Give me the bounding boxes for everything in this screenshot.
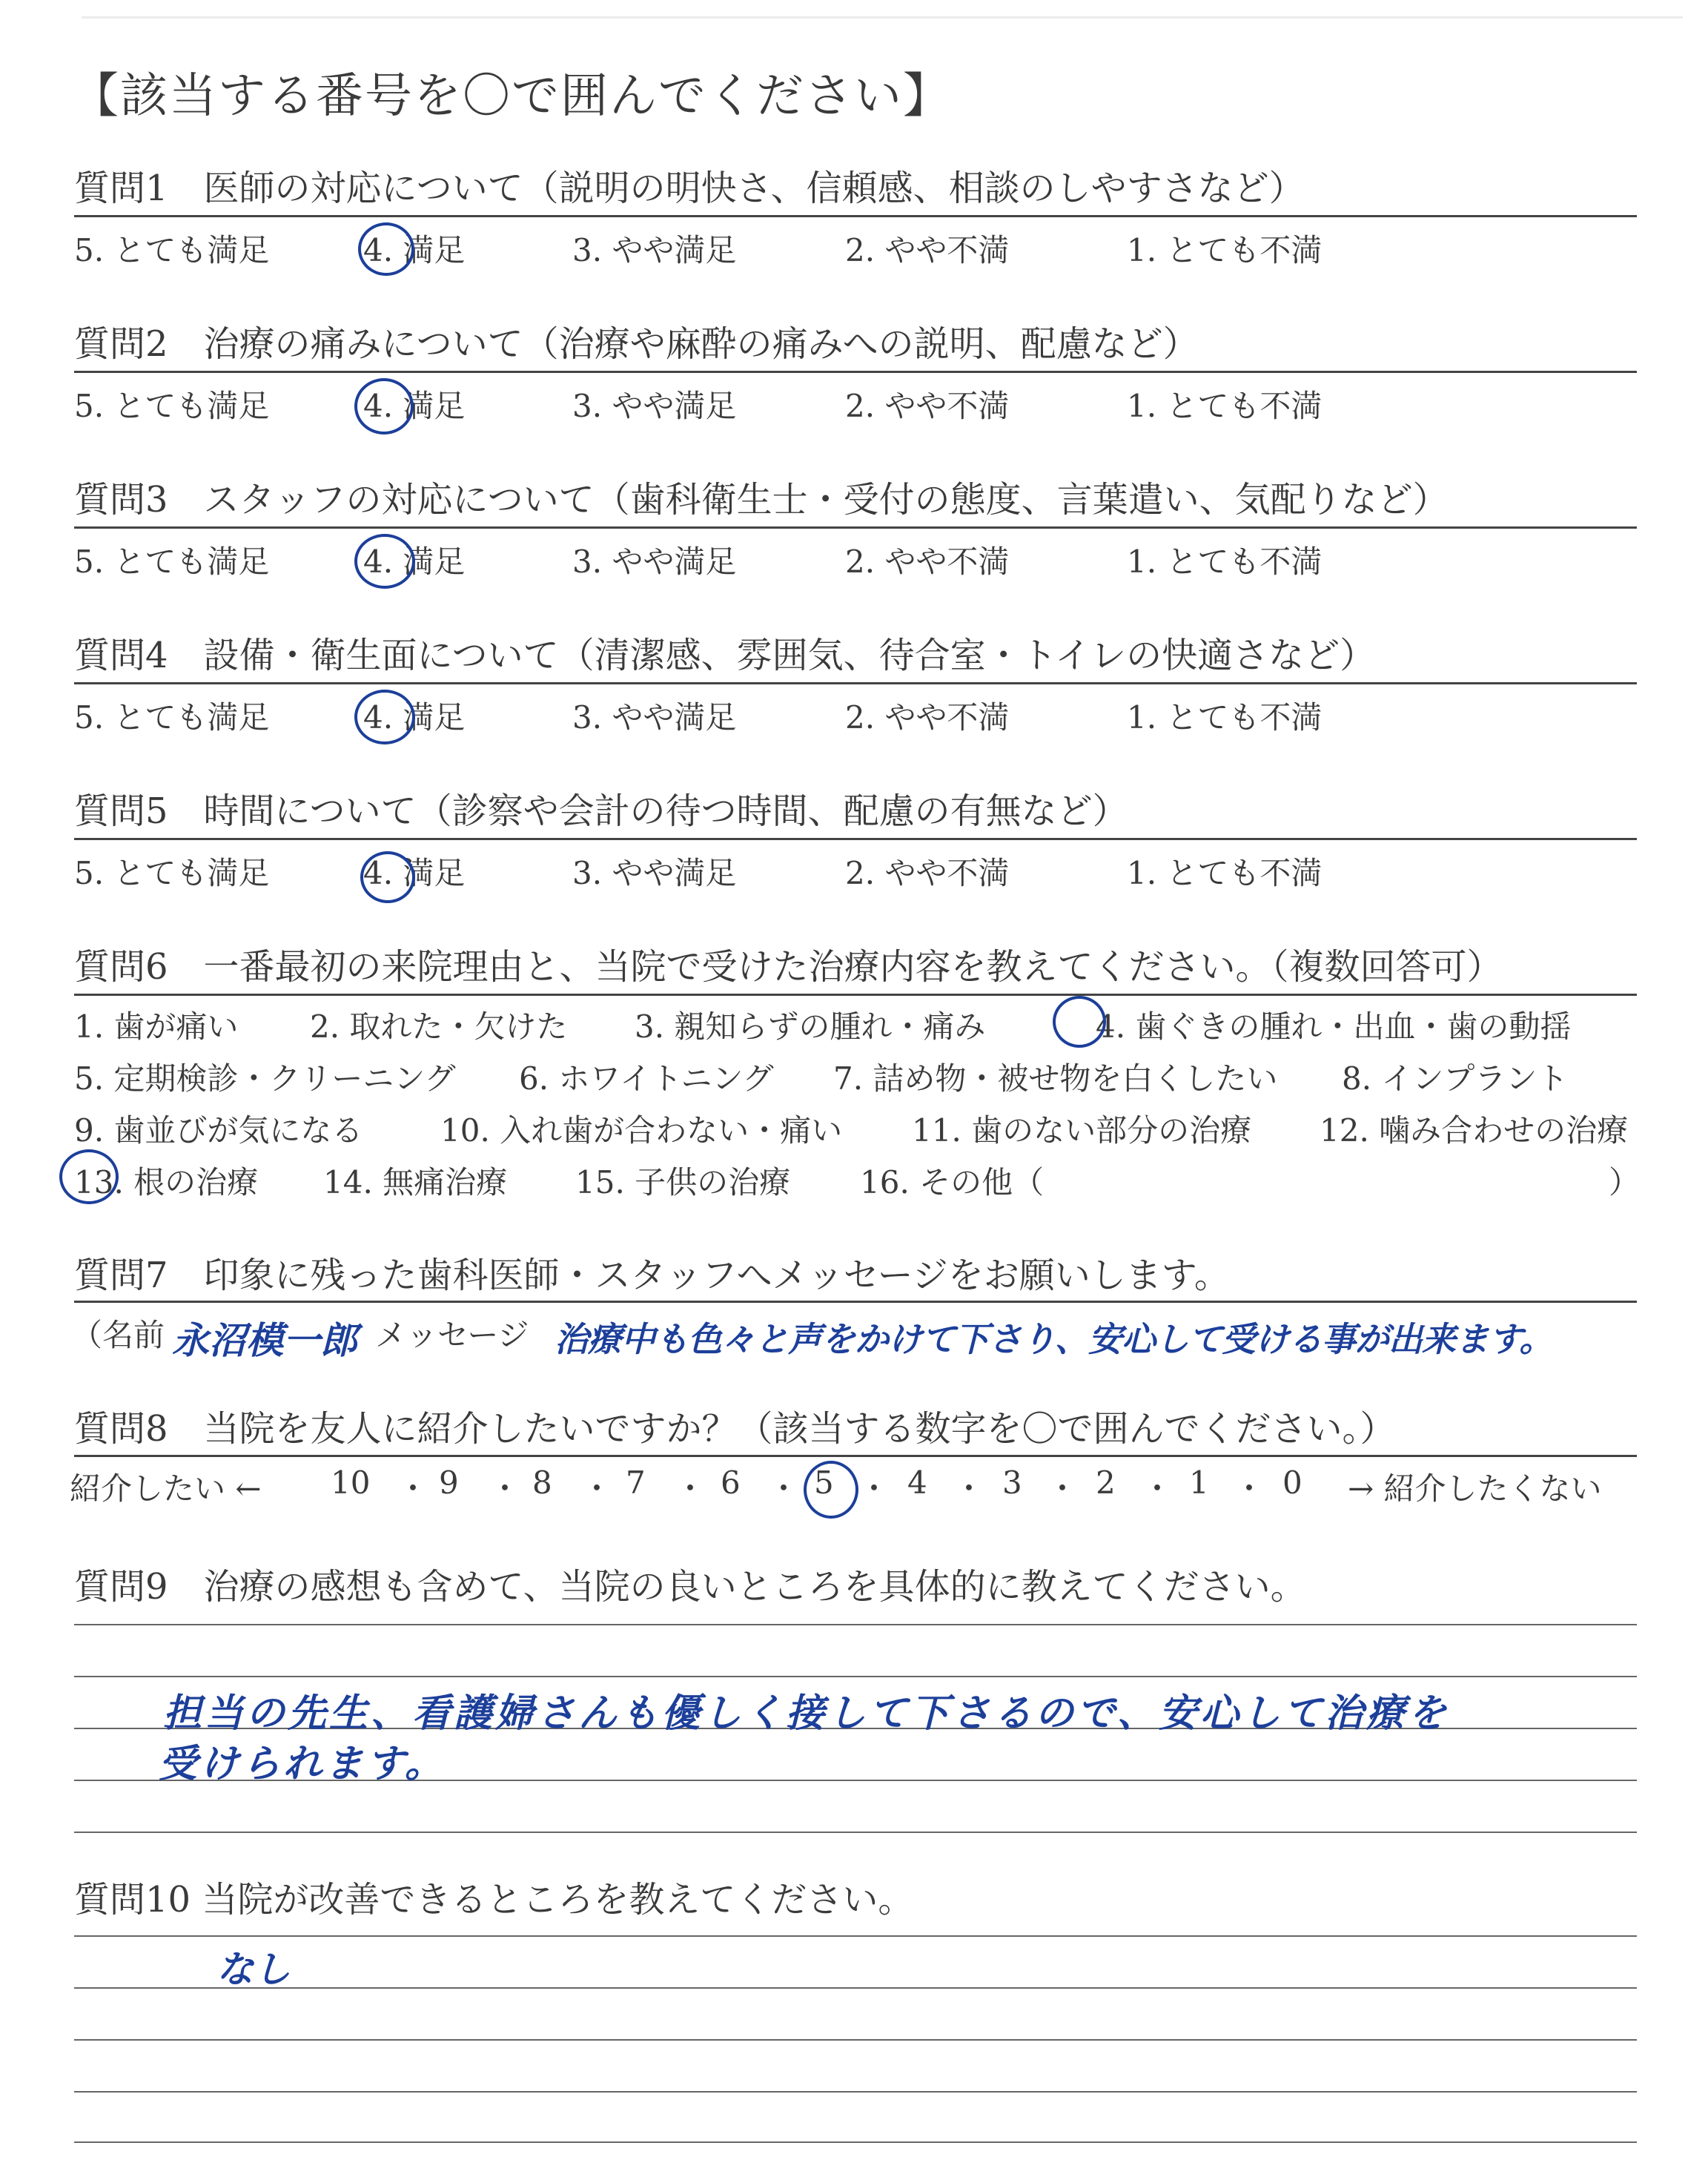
q4-option-1[interactable]: 1. とても不満 xyxy=(1127,699,1323,736)
q8-score-6[interactable]: 6 xyxy=(721,1464,741,1501)
q5-option-3[interactable]: 3. やや満足 xyxy=(572,855,737,891)
q8-score-1[interactable]: 1 xyxy=(1189,1464,1209,1501)
q8-score-8[interactable]: 8 xyxy=(532,1464,552,1501)
question-7-rule xyxy=(74,1301,1637,1303)
q4-option-4[interactable]: 4. 満足 xyxy=(363,699,466,736)
q10-answer[interactable]: なし xyxy=(216,1948,291,1991)
q9-writing-line xyxy=(74,1624,1637,1625)
q6-option-13[interactable]: 13. 根の治療 xyxy=(74,1164,259,1200)
q6-option-10[interactable]: 10. 入れ歯が合わない・痛い xyxy=(440,1112,843,1149)
q9-answer-line-1[interactable]: 担当の先生、看護婦さんも優しく接して下さるので、安心して治療を xyxy=(163,1691,1449,1736)
q4-answer-circle xyxy=(354,690,415,744)
q6-option-12[interactable]: 12. 噛み合わせの治療 xyxy=(1320,1112,1629,1149)
q8-score-2[interactable]: 2 xyxy=(1096,1464,1116,1501)
q1-option-3[interactable]: 3. やや満足 xyxy=(572,232,737,268)
q8-score-9[interactable]: 9 xyxy=(439,1464,459,1501)
q8-dot: ・ xyxy=(858,1470,890,1507)
q8-dot: ・ xyxy=(489,1470,521,1507)
question-3-heading: 質問3 スタッフの対応について（歯科衛生士・受付の態度、言葉遣い、気配りなど） xyxy=(74,479,1449,521)
question-8-rule xyxy=(74,1455,1637,1457)
q6-option-7[interactable]: 7. 詰め物・被せ物を白くしたい xyxy=(833,1060,1278,1097)
q1-option-2[interactable]: 2. やや不満 xyxy=(845,232,1010,268)
q1-answer-circle xyxy=(358,222,414,276)
q3-option-1[interactable]: 1. とても不満 xyxy=(1127,544,1323,580)
q6-option-6[interactable]: 6. ホワイトニング xyxy=(519,1060,774,1097)
question-6-heading: 質問6 一番最初の来院理由と、当院で受けた治療内容を教えてください。（複数回答可） xyxy=(74,946,1503,988)
q4-option-5[interactable]: 5. とても満足 xyxy=(74,699,270,736)
q10-writing-line xyxy=(74,1987,1637,1989)
q3-option-3[interactable]: 3. やや満足 xyxy=(572,544,737,580)
q2-option-2[interactable]: 2. やや不満 xyxy=(845,388,1010,424)
q10-writing-line xyxy=(74,2091,1637,2093)
q8-dot: ・ xyxy=(1234,1470,1265,1507)
q10-writing-line xyxy=(74,2141,1637,2143)
question-4-rule xyxy=(74,682,1637,684)
q1-option-4[interactable]: 4. 満足 xyxy=(363,232,466,268)
question-1-heading: 質問1 医師の対応について（説明の明快さ、信頼感、相談のしやすさなど） xyxy=(74,168,1305,209)
q6-option-5[interactable]: 5. 定期検診・クリーニング xyxy=(74,1060,456,1097)
question-6-rule xyxy=(74,994,1637,996)
q2-option-1[interactable]: 1. とても不満 xyxy=(1127,388,1323,424)
q7-name-answer[interactable]: 永沼模一郎 xyxy=(172,1319,357,1362)
q6-answer-circle-13 xyxy=(59,1149,119,1204)
q6-option-1[interactable]: 1. 歯が痛い xyxy=(74,1008,239,1045)
q5-option-5[interactable]: 5. とても満足 xyxy=(74,855,270,891)
question-5-rule xyxy=(74,838,1637,840)
q8-dot: ・ xyxy=(397,1470,429,1507)
question-9-heading: 質問9 治療の感想も含めて、当院の良いところを具体的に教えてください。 xyxy=(74,1566,1306,1608)
q4-option-3[interactable]: 3. やや満足 xyxy=(572,699,737,736)
q7-message-label: メッセージ xyxy=(375,1317,529,1353)
question-3-rule xyxy=(74,526,1637,529)
q9-writing-line xyxy=(74,1676,1637,1677)
q5-option-1[interactable]: 1. とても不満 xyxy=(1127,855,1323,891)
q8-dot: ・ xyxy=(1142,1470,1174,1507)
q8-score-7[interactable]: 7 xyxy=(626,1464,646,1501)
q3-option-2[interactable]: 2. やや不満 xyxy=(845,544,1010,580)
q10-writing-line xyxy=(74,1935,1637,1937)
q8-dot: ・ xyxy=(581,1470,613,1507)
q10-writing-line xyxy=(74,2039,1637,2041)
q2-option-5[interactable]: 5. とても満足 xyxy=(74,388,270,424)
question-5-heading: 質問5 時間について（診察や会計の待つ時間、配慮の有無など） xyxy=(74,790,1128,832)
q2-answer-circle xyxy=(354,378,414,435)
q9-answer-line-2[interactable]: 受けられます。 xyxy=(159,1742,446,1786)
q8-score-3[interactable]: 3 xyxy=(1002,1464,1022,1501)
q6-option-9[interactable]: 9. 歯並びが気になる xyxy=(74,1112,363,1149)
q8-score-4[interactable]: 4 xyxy=(907,1464,927,1501)
question-10-heading: 質問10 当院が改善できるところを教えてください。 xyxy=(74,1879,914,1920)
q6-option-14[interactable]: 14. 無痛治療 xyxy=(323,1164,508,1200)
q6-option-11[interactable]: 11. 歯のない部分の治療 xyxy=(912,1112,1252,1149)
q8-score-10[interactable]: 10 xyxy=(331,1464,371,1501)
q8-dot: ・ xyxy=(953,1470,985,1507)
q3-answer-circle xyxy=(354,534,415,589)
q6-option-2[interactable]: 2. 取れた・欠けた xyxy=(310,1008,568,1045)
q9-writing-line xyxy=(74,1832,1637,1833)
question-2-heading: 質問2 治療の痛みについて（治療や麻酔の痛みへの説明、配慮など） xyxy=(74,323,1199,365)
q8-left-label: 紹介したい ← xyxy=(70,1470,262,1507)
question-2-rule xyxy=(74,371,1637,373)
q8-right-label: → 紹介したくない xyxy=(1348,1470,1602,1507)
page-title: 【該当する番号を〇で囲んでください】 xyxy=(71,69,952,124)
q8-answer-circle xyxy=(804,1461,858,1519)
q6-option-4[interactable]: 4. 歯ぐきの腫れ・出血・歯の動揺 xyxy=(1096,1008,1572,1045)
q8-score-5[interactable]: 5 xyxy=(814,1464,834,1501)
q5-answer-circle xyxy=(360,851,415,903)
q6-option-3[interactable]: 3. 親知らずの腫れ・痛み xyxy=(635,1008,986,1045)
q5-option-2[interactable]: 2. やや不満 xyxy=(845,855,1010,891)
q7-name-label: （名前 xyxy=(71,1317,165,1353)
q1-option-5[interactable]: 5. とても満足 xyxy=(74,232,270,268)
question-4-heading: 質問4 設備・衛生面について（清潔感、雰囲気、待合室・トイレの快適さなど） xyxy=(74,635,1376,676)
q8-dot: ・ xyxy=(675,1470,706,1507)
top-edge xyxy=(82,16,1683,19)
q5-option-4[interactable]: 4. 満足 xyxy=(363,855,466,891)
q4-option-2[interactable]: 2. やや不満 xyxy=(845,699,1010,736)
q6-option-16-close: ） xyxy=(1609,1164,1641,1200)
q8-dot: ・ xyxy=(1047,1470,1079,1507)
q6-option-15[interactable]: 15. 子供の治療 xyxy=(575,1164,791,1200)
q8-score-0[interactable]: 0 xyxy=(1282,1464,1302,1501)
question-8-heading: 質問8 当院を友人に紹介したいですか？（該当する数字を〇で囲んでください。） xyxy=(74,1408,1396,1450)
q3-option-4[interactable]: 4. 満足 xyxy=(363,544,466,580)
q6-option-16[interactable]: 16. その他（ xyxy=(860,1164,1045,1200)
q6-answer-circle-4 xyxy=(1053,996,1106,1048)
question-7-heading: 質問7 印象に残った歯科医師・スタッフへメッセージをお願いします。 xyxy=(74,1255,1230,1296)
q8-dot: ・ xyxy=(768,1470,800,1507)
question-1-rule xyxy=(74,215,1637,217)
q6-option-8[interactable]: 8. インプラント xyxy=(1342,1060,1569,1097)
q1-option-1[interactable]: 1. とても不満 xyxy=(1127,232,1323,268)
q2-option-3[interactable]: 3. やや満足 xyxy=(572,388,737,424)
q7-message-answer[interactable]: 治療中も色々と声をかけて下さり、安心して受ける事が出来ます。 xyxy=(555,1319,1553,1359)
q2-option-4[interactable]: 4. 満足 xyxy=(363,388,466,424)
q3-option-5[interactable]: 5. とても満足 xyxy=(74,544,270,580)
